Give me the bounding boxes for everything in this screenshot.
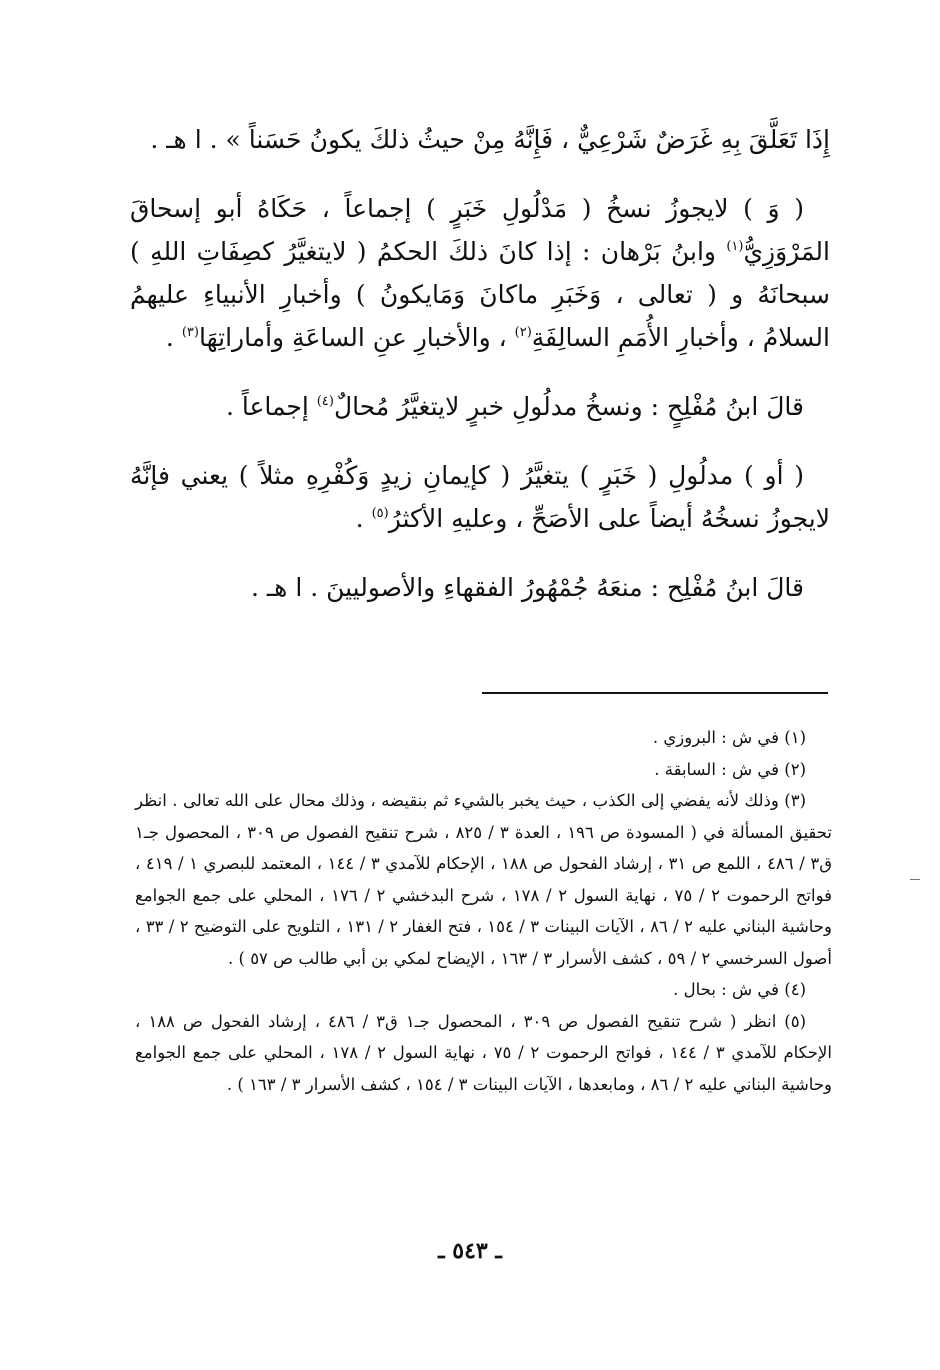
footnote-1: (١) في ش : البروزي . [652,728,806,747]
footnote-ref-4: (٤) [316,394,334,409]
paragraph-5 [130,566,830,609]
page-number: ـ ٥٤٣ ـ [438,1238,502,1264]
footnote-ref-2: (٢) [514,325,532,340]
paragraph-2 [130,187,830,359]
main-text [130,118,830,635]
footnotes [135,722,832,1100]
paragraph-4-end: . [355,504,364,533]
paragraph-2-continuation-2: ، والأخبارِ عنِ الساعَةِ وأماراتِهَا [198,323,507,352]
margin-mark [910,879,920,880]
paragraph-2-end: . [165,323,174,352]
footnote-separator [482,692,828,694]
footnote-2: (٢) في ش : السابقة . [654,759,806,779]
paragraph-3 [130,385,830,428]
paragraph-3-text: قالَ ابنُ مُفْلِحٍ : ونسخُ مدلُولِ خبرٍ لايتغيَّرُ مُحالٌ [333,392,804,421]
footnote-5: (٥) انظر ( شرح تنقيح الفصول ص ٣٠٩ ، المحصول جـ١ ق٣ / ٤٨٦ ، إرشاد الفحول ص ١٨٨ ، الإحكام للآمدي ٣ / ١٤٤ ، فواتح الرحموت ٢ / ٧٥ ، نهاية السول ٢ / ١٧٨ ، المحلي على جمع الجوامع وحاشية البناني عليه ٢ / ٨٦ ، ومابعدها ، الآيات البينات ٣ / ١٥٤ ، كشف الأسرار ٣ / ١٦٣ ) . [135,1011,832,1094]
paragraph-3-end: إجماعاً . [225,392,309,421]
paragraph-4-text: ( أو ) مدلُولِ ( خَبَرٍ ) يتغيَّرُ ( كإيمانِ زيدٍ وَكُفْرِهِ مثلاً ) يعني فإنَّهُ لايجوزُ نسخُهُ أيضاً على الأصَحِّ ، وعليهِ الأكثرُ [130,461,830,533]
footnote-4: (٤) في ش : بحال . [673,980,806,999]
paragraph-1-text: إِذَا تَعَلَّقَ بِهِ غَرَضٌ شَرْعِيٌّ ، فَإِنَّهُ مِنْ حيثُ ذلكَ يكونُ حَسَناً » . ا هـ . [150,125,830,154]
paragraph-1 [130,118,830,161]
paragraph-2-continuation-1: وابنُ بَرْهان : إذا كانَ ذلكَ الحكمُ ( لايتغيَّرُ كصِفَاتِ اللهِ ) سبحانَهُ و ( تعالى ، وَخَبَرِ ماكانَ وَمَايكونُ ) وأخبارِ الأنبياءِ عليهمُ السلامُ ، وأخبارِ الأُمَمِ السالِفَةِ [130,237,830,352]
footnote-ref-5: (٥) [371,506,389,521]
footnote-ref-1: (١) [726,239,744,254]
footnote-3: (٣) وذلك لأنه يفضي إلى الكذب ، حيث يخبر بالشيء ثم بنقيضه ، وذلك محال على الله تعالى . انظر تحقيق المسألة في ( المسودة ص ١٩٦ ، العدة ٣ / ٨٢٥ ، شرح تنقيح الفصول ص ٣٠٩ ، المحصول جـ١ ق٣ / ٤٨٦ ، اللمع ص ٣١ ، إرشاد الفحول ص ١٨٨ ، الإحكام للآمدي ٣ / ١٤٤ ، المعتمد للبصري ١ / ٤١٩ ، فواتح الرحموت ٢ / ٧٥ ، نهاية السول ٢ / ١٧٨ ، شرح البدخشي ٢ / ١٧٦ ، المحلي على جمع الجوامع وحاشية البناني عليه ٢ / ٨٦ ، الآيات البينات ٣ / ١٥٤ ، فتح الغفار ٢ / ١٣١ ، التلويح على التوضيح ٢ / ٣٣ ، أصول السرخسي ٢ / ٥٩ ، كشف الأسرار ٣ / ١٦٣ ، الإيضاح لمكي بن أبي طالب ص ٥٧ ) . [135,791,833,968]
footnote-ref-3: (٣) [181,325,199,340]
paragraph-5-text: قالَ ابنُ مُفْلِح : منعَهُ جُمْهُورُ الفقهاءِ والأصوليينَ . ا هـ . [250,573,804,602]
paragraph-2-text: ( وَ ) لايجوزُ نسخُ ( مَدْلُولِ خَبَرٍ ) إجماعاً ، حَكَاهُ أبو إسحاقَ المَرْوَزِيُّ [130,194,830,266]
paragraph-4 [130,454,830,540]
